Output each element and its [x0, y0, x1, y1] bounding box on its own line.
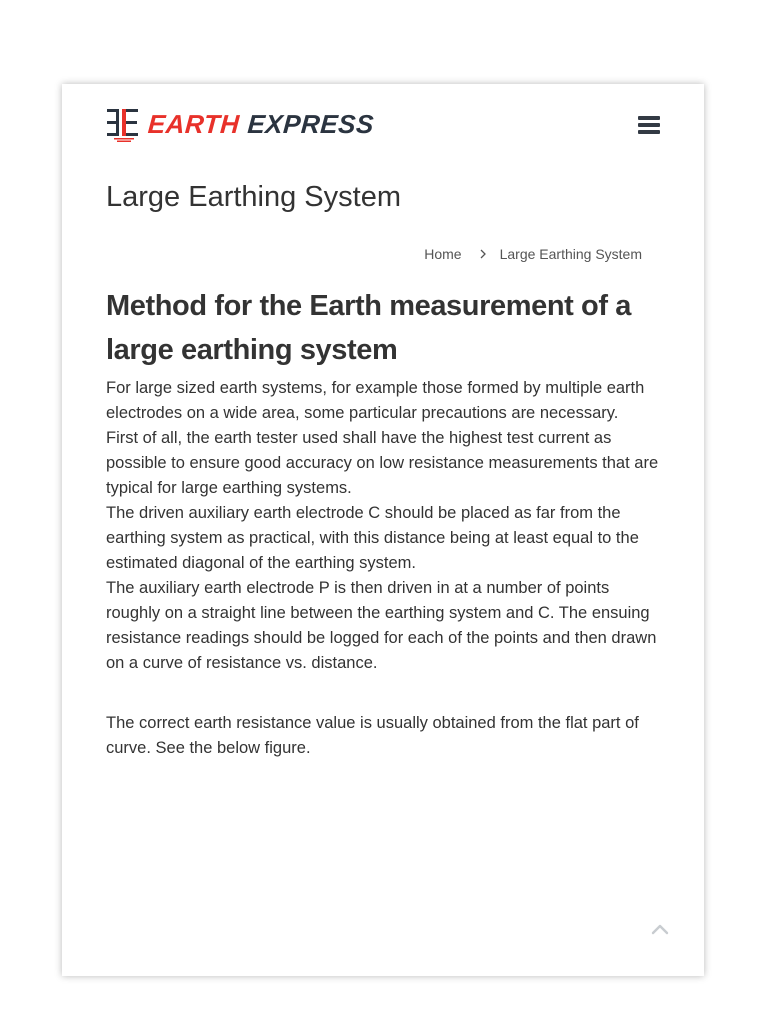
earth-express-logo-icon: [106, 106, 142, 142]
breadcrumb-home-link[interactable]: Home: [424, 246, 462, 262]
paragraph-spacer: [106, 676, 662, 711]
menu-bar-middle: [638, 123, 660, 127]
article-paragraph: The auxiliary earth electrode P is then driven in at a number of points roughly on a straight line between the earthing system and C. The ensuing resistance readings should be logged for each of the points and then drawn on a curve of resistance vs. distance.: [106, 579, 657, 672]
chevron-right-icon: [478, 248, 488, 260]
logo-word-express: EXPRESS: [246, 109, 375, 139]
page-title: Large Earthing System: [106, 181, 401, 213]
breadcrumb-current: Large Earthing System: [499, 246, 642, 262]
article-heading: Method for the Earth measurement of a large earthing system: [106, 290, 631, 366]
menu-bar-top: [638, 116, 660, 120]
article-paragraph: For large sized earth systems, for example those formed by multiple earth electrodes on a wide area, some particular precautions are necessary.: [106, 379, 645, 422]
site-header: [62, 84, 704, 164]
page-container: [62, 84, 704, 976]
site-logo-link[interactable]: [106, 106, 374, 142]
article: [106, 284, 662, 761]
article-paragraph: The driven auxiliary earth electrode C should be placed as far from the earthing system as practical, with this distance being at least equal to the estimated diagonal of the earthing system.: [106, 504, 639, 572]
chevron-up-icon[interactable]: [650, 922, 670, 936]
article-paragraph: The correct earth resistance value is usually obtained from the flat part of curve. See the below figure.: [106, 714, 639, 757]
logo-word-earth: EARTH: [146, 109, 241, 139]
hamburger-menu-icon[interactable]: [638, 116, 662, 136]
article-body: [106, 376, 662, 761]
logo-wordmark: [147, 109, 375, 139]
menu-bar-bottom: [638, 130, 660, 134]
article-paragraph: First of all, the earth tester used shall have the highest test current as possible to ensure good accuracy on low resistance measurements that are typical for large earthing systems.: [106, 429, 659, 497]
breadcrumb: [424, 246, 642, 262]
